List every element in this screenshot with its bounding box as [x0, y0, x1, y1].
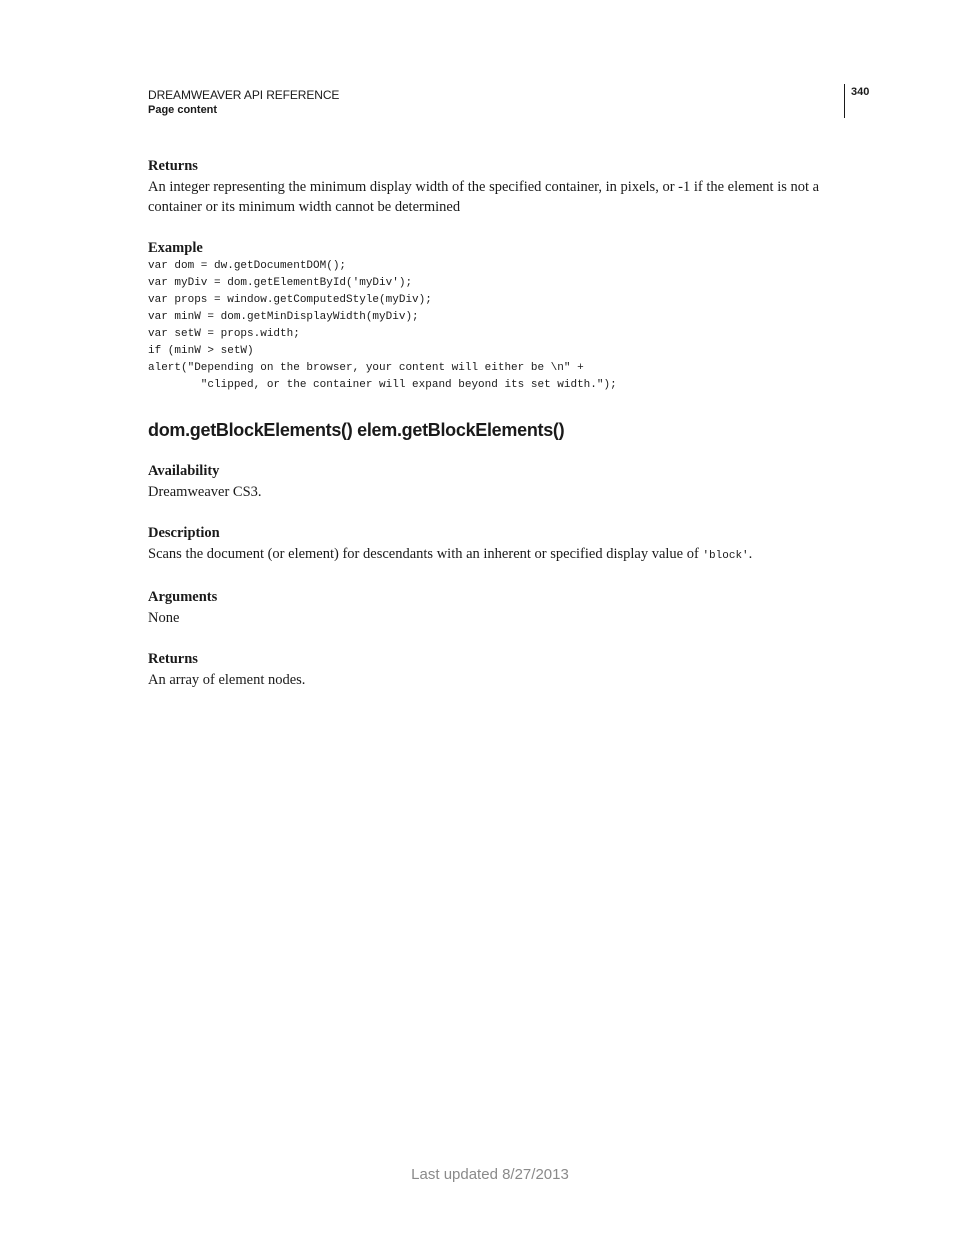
arguments-heading: Arguments: [148, 589, 218, 605]
description-heading: Description: [148, 525, 220, 541]
function-title: dom.getBlockElements() elem.getBlockElements(): [148, 420, 565, 440]
availability-heading: Availability: [148, 463, 220, 479]
description-text-after: .: [748, 546, 753, 562]
availability-text: Dreamweaver CS3.: [148, 484, 262, 500]
example-code: var dom = dw.getDocumentDOM(); var myDiv = dom.getElementById('myDiv'); var props = window.getComputedStyle(myDiv); var minW = dom.getMinDisplayWidth(myDiv); var setW = props.width; if (minW > setW) alert("Depending on the browser, your content will either be \n" + "clipped, or the container will expand beyond its set width.");: [148, 260, 617, 391]
document-title: DREAMWEAVER API REFERENCE: [148, 88, 340, 102]
returns-text-2: An array of element nodes.: [148, 672, 306, 688]
example-heading: Example: [148, 240, 203, 256]
running-header: [148, 88, 339, 118]
description-inline-code: 'block': [702, 550, 749, 562]
returns-heading: Returns: [148, 158, 198, 174]
arguments-text: None: [148, 610, 180, 626]
section-name: Page content: [148, 104, 218, 116]
page-body: [148, 156, 848, 690]
header-divider: [844, 84, 845, 118]
description-text: [148, 544, 848, 566]
description-text-before: Scans the document (or element) for descendants with an inherent or specified display value of: [148, 546, 703, 562]
returns-text: An integer representing the minimum display width of the specified container, in pixels, or -1 if the element is not a container or its minimum width cannot be determined: [148, 179, 820, 215]
returns-heading-2: Returns: [148, 651, 198, 667]
footer-last-updated: Last updated 8/27/2013: [411, 1166, 569, 1183]
page-number: 340: [851, 86, 870, 98]
